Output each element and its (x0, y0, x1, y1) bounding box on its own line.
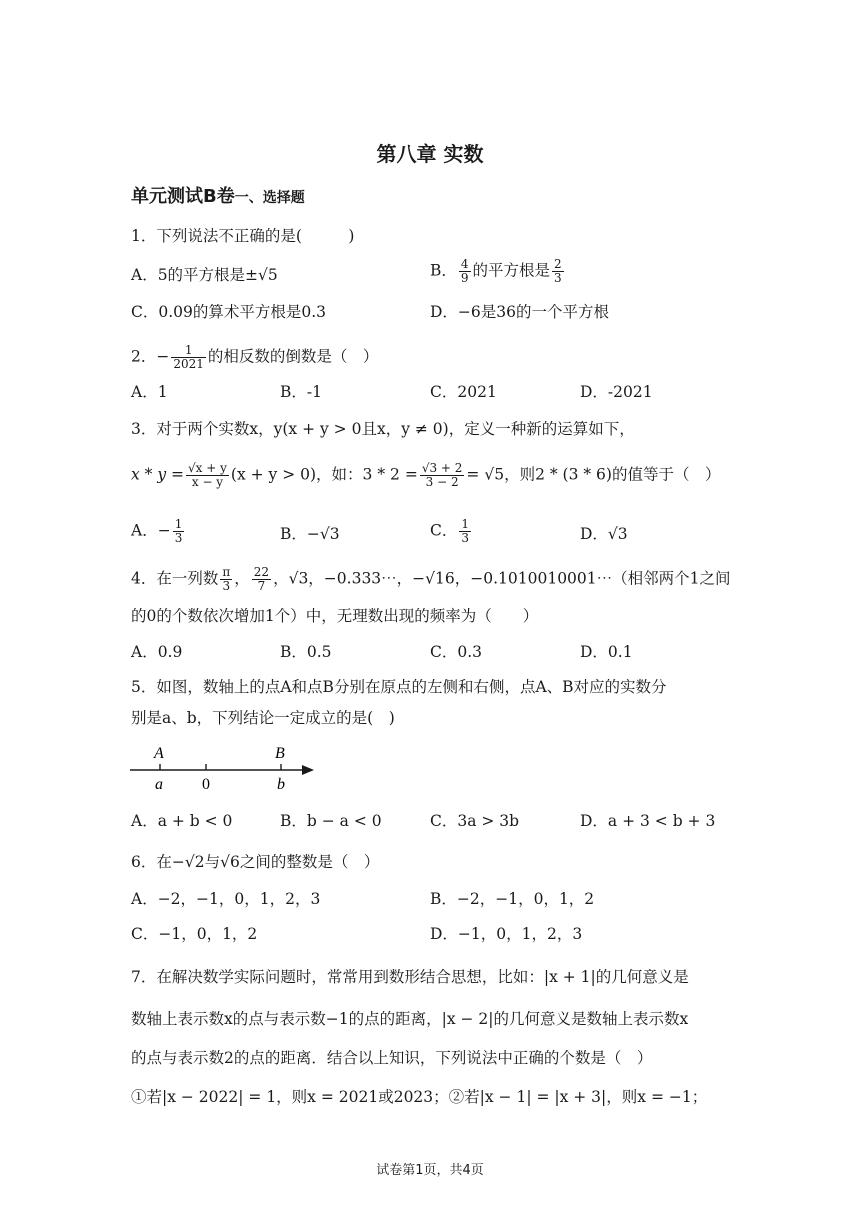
question-4-option-c: C．0.3 (430, 643, 483, 661)
value-b-label: b (277, 776, 285, 793)
option-b-prefix: B． (430, 261, 457, 280)
section-title: 一、选择题 (234, 190, 305, 206)
question-2-option-a: A．1 (131, 383, 168, 401)
fraction-22-7 (252, 566, 271, 593)
question-6-option-c: C．−1，0，1，2 (131, 925, 258, 943)
fraction-numerator: 4 (460, 257, 469, 271)
question-2-option-d: D．-2021 (580, 383, 653, 401)
fraction-denominator: x − y (191, 475, 224, 489)
question-2-stem (131, 344, 378, 371)
value-a-label: a (155, 776, 163, 793)
question-5-option-b: B．b − a < 0 (280, 812, 382, 830)
fraction-numerator: √x + y (188, 461, 227, 475)
fraction-denominator: 3 (461, 531, 470, 545)
fraction-4-9 (459, 258, 471, 285)
question-3-definition (131, 462, 720, 489)
fraction-1-3 (173, 518, 185, 545)
stem-suffix: 的相反数的倒数是（ ） (207, 347, 379, 366)
fraction-pi-3 (220, 566, 232, 593)
question-7-line-3: 的点与表示数2的点的距离．结合以上知识，下列说法中正确的个数是（ ） (131, 1049, 653, 1067)
fraction-numerator: π (222, 565, 231, 579)
question-6-option-b: B．−2，−1，0，1，2 (430, 890, 595, 908)
fraction-2-3 (552, 258, 564, 285)
option-b-text: 的平方根是 (472, 261, 551, 280)
question-6-option-a: A．−2，−1，0，1，2，3 (131, 890, 321, 908)
question-5-stem: 5．如图，数轴上的点A和点B分别在原点的左侧和右侧，点A、B对应的实数分 (131, 678, 667, 696)
question-3-option-b: B．−√3 (280, 525, 340, 543)
question-1-option-a: A．5的平方根是±√5 (131, 266, 278, 284)
page-title: 第八章 实数 (376, 142, 484, 166)
fraction-numerator: 2 (554, 257, 562, 271)
fraction-denominator: 9 (460, 271, 469, 285)
example-tail: = √5，则2 * (3 * 6)的值等于（ ） (466, 465, 721, 484)
question-7-line-4: ①若|x − 2022| = 1，则x = 2021或2023；②若|x − 1| = |x + 3|，则x = −1； (131, 1088, 708, 1106)
definition-fraction (186, 462, 229, 489)
question-1-option-c: C．0.09的算术平方根是0.3 (131, 303, 327, 321)
question-5-option-c: C．3a > 3b (430, 812, 520, 830)
fraction-denominator: 3 (554, 271, 562, 285)
fraction-numerator: 22 (253, 565, 270, 579)
question-6-stem: 6．在−√2与√6之间的整数是（ ） (131, 853, 380, 871)
fraction-denominator: 3 (174, 531, 183, 545)
fraction-denominator: 3 (222, 579, 231, 593)
stem-rest: ，√3，−0.333⋯，−√16，−0.1010010001⋯（相邻两个1之间 (273, 569, 731, 588)
section-heading (131, 182, 305, 208)
question-3-stem: 3．对于两个实数x，y(x + y > 0且x，y ≠ 0)，定义一种新的运算如下， (131, 420, 635, 438)
page-footer: 试卷第1页，共4页 (376, 1163, 484, 1178)
fraction-numerator: √3 + 2 (421, 461, 463, 475)
option-a-prefix: A．− (131, 521, 171, 540)
unit-test-title: 单元测试B卷 (131, 186, 235, 207)
definition-lhs: x * y = (131, 465, 185, 484)
fraction-denominator: 7 (257, 579, 266, 593)
question-2-option-b: B．-1 (280, 383, 322, 401)
question-4-option-a: A．0.9 (131, 643, 183, 661)
question-5-option-d: D．a + 3 < b + 3 (580, 812, 716, 830)
point-a-label: A (154, 745, 164, 762)
question-3-option-a (131, 518, 186, 545)
question-3-option-c (430, 518, 473, 545)
stem-prefix: 4．在一列数 (131, 569, 219, 588)
question-1-option-b (430, 258, 566, 285)
question-1-stem: 1．下列说法不正确的是( ) (131, 227, 355, 245)
question-6-option-d: D．−1，0，1，2，3 (430, 925, 583, 943)
question-5-option-a: A．a + b < 0 (131, 812, 233, 830)
question-3-option-d: D．√3 (580, 525, 628, 543)
question-5-stem-line-2: 别是a、b，下列结论一定成立的是( ) (131, 709, 395, 727)
question-2-option-c: C．2021 (430, 383, 497, 401)
fraction-1-2021 (171, 344, 206, 371)
question-7-line-1: 7．在解决数学实际问题时，常常用到数形结合思想，比如：|x + 1|的几何意义是 (131, 968, 689, 986)
axis-arrow-icon (302, 765, 314, 775)
question-4-option-b: B．0.5 (280, 643, 332, 661)
option-c-prefix: C． (430, 521, 458, 540)
definition-condition: (x + y > 0)，如：3 * 2 = (230, 465, 418, 484)
fraction-numerator: 1 (174, 517, 183, 531)
question-4-stem-line-2: 的0的个数依次增加1个）中，无理数出现的频率为（ ） (131, 607, 539, 625)
fraction-denominator: 3 − 2 (425, 475, 459, 489)
example-fraction (420, 462, 465, 489)
point-b-label: B (275, 745, 285, 762)
number-line-figure (128, 742, 328, 794)
stem-prefix: 2．− (131, 347, 170, 366)
question-4-stem: 4．在一列数 $\frac{\pi}{3}$ ， $\frac{22}{7}$ ，√3，−0.333⋯，−√16，−0.1010010001⋯（相邻两个1之间 (131, 565, 731, 593)
fraction-numerator: 1 (171, 344, 206, 358)
fraction-1-3 (459, 518, 471, 545)
fraction-numerator: 1 (461, 517, 470, 531)
question-1-option-d: D．−6是36的一个平方根 (430, 303, 609, 321)
question-7-line-2: 数轴上表示数x的点与表示数−1的点的距离，|x − 2|的几何意义是数轴上表示数x (131, 1010, 689, 1028)
question-4-option-d: D．0.1 (580, 643, 633, 661)
fraction-denominator: 2021 (173, 357, 204, 371)
origin-label: 0 (202, 776, 210, 793)
